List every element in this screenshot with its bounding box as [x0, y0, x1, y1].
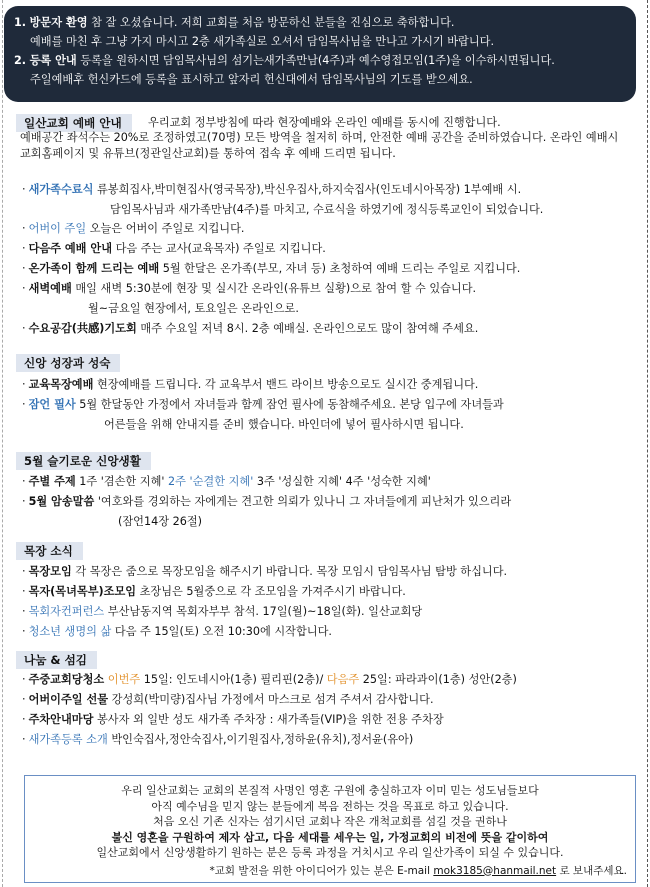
next-week-label: 다음주	[326, 673, 360, 686]
item-text: 부산남동지역 목회자부부 참석. 17일(월)~18일(화). 일산교회당	[107, 605, 423, 618]
list-item: · 새가족등록 소개 박인숙집사,정안숙집사,이기원집사,정하윤(유치),정서윤(유아)	[22, 733, 414, 746]
list-item: · 새벽예배 매일 새벽 5:30분에 현장 및 실시간 온라인(유튜브 실황)으로 참여 할 수 있습니다.	[22, 282, 477, 295]
list-item: · 잠언 필사 5월 한달동안 가정에서 자녀들과 함께 잠언 필사에 동참해주세요. 본당 입구에 자녀들과	[22, 398, 504, 411]
item-text: 박인숙집사,정안숙집사,이기원집사,정하윤(유치),정서윤(유아)	[111, 733, 414, 746]
item-text: 담임목사님과 새가족만남(4주)를 마치고, 수료식을 하였기에 정식등록교인이 되었습니다.	[110, 203, 544, 216]
notice-num-2: 2.	[14, 54, 27, 67]
section-title-sharing: 나눔 & 섬김	[16, 651, 97, 669]
next-week-text: 25일: 파라과이(1층) 성안(2층)	[362, 673, 517, 686]
verse-reference: (잠언14장 26절)	[118, 515, 202, 528]
item-text: 5월 한달은 온가족(부모, 자녀 등) 초청하여 예배 드리는 주일로 지킵니다.	[162, 262, 521, 275]
item-text: 강성희(박미량)집사님 가정에서 마스크로 섬겨 주셔서 감사합니다.	[111, 693, 434, 706]
list-item: · 어버이 주일 오늘은 어버이 주일로 지킵니다.	[22, 222, 245, 235]
list-item: · 청소년 생명의 삶 다음 주 15일(토) 오전 10:30에 시작합니다.	[22, 625, 332, 638]
notice-line-3	[14, 51, 626, 70]
theme-week-2: 2주 '순결한 지혜'	[168, 475, 254, 488]
item-label: 교육목장예배	[28, 378, 94, 391]
theme-week-4: 4주 '성숙한 지혜'	[345, 475, 431, 488]
page-frame-left	[2, 0, 3, 887]
item-text: 다음 주는 교사(교육목자) 주일로 지킵니다.	[115, 242, 326, 255]
idea-email-note	[25, 864, 635, 880]
list-item	[104, 415, 650, 435]
list-item: · 새가족수료식 류봉희집사,박미현집사(영국목장),박신우집사,하지숙집사(인도네시아목장) 1부예배 시.	[22, 183, 522, 196]
section-title-cell-news: 목장 소식	[16, 542, 83, 560]
note-prefix: *교회 발전을 위한 아이디어가 있는 분은 E-mail	[209, 864, 430, 877]
mission-line-3: 처음 오신 기존 신자는 섬기시던 교회나 작은 개척교회를 섬길 것을 권하나	[153, 815, 507, 828]
worship-info-paragraph: 예배공간 좌석수는 20%로 조정하였고(70명) 모든 방역을 철저히 하며, 안전한 예배 공간을 준비하였습니다. 온라인 예배시 교회홈페이지 및 유튜브(정관일산교회)를 통하여 접속 후 예배 드리면 됩니다.	[20, 131, 619, 160]
item-label: 온가족이 함께 드리는 예배	[28, 262, 160, 275]
item-text: 오늘은 어버이 주일로 지킵니다.	[89, 222, 245, 235]
item-text: 어른들을 위해 안내지를 준비 했습니다. 바인더에 넣어 필사하시면 됩니다.	[104, 418, 464, 431]
cleaning-label: 주중교회당청소	[28, 673, 105, 686]
item-label: 주차안내마당	[28, 713, 94, 726]
item-label: 다음주 예배 안내	[28, 242, 113, 255]
item-text: 매주 수요일 저녁 8시. 2층 예배실. 온라인으로도 많이 참여해 주세요.	[140, 322, 479, 335]
notice-line-4: 주일예배후 헌신카드에 등록을 표시하고 앞자리 헌신대에서 담임목사님의 기도를 받으세요.	[30, 73, 473, 86]
item-label: 수요공감(共感)기도회	[28, 322, 137, 335]
verse-text: '여호와를 경외하는 자에게는 견고한 의뢰가 있나니 그 자녀들에게 피난처가 있으리라	[97, 495, 512, 508]
notice-register-text: 등록을 원하시면 담임목사님의 섬기는새가족만남(4주)과 예수영접모임(1주)을 이수하시면됩니다.	[80, 54, 555, 67]
mission-line-4: 불신 영혼을 구원하여 제자 삼고, 다음 세대를 세우는 일, 가정교회의 비전에 뜻을 같이하여	[111, 830, 549, 844]
list-item	[110, 200, 650, 220]
item-label: 목자(목녀목부)조모임	[28, 585, 137, 598]
item-text: 월~금요일 현장에서, 토요일은 온라인으로.	[88, 302, 299, 315]
item-label: 잠언 필사	[28, 398, 76, 411]
item-label: 목회자컨퍼런스	[28, 605, 105, 618]
item-label: 새가족등록 소개	[28, 733, 108, 746]
weekly-theme-row: · 주별 주제 1주 '겸손한 지혜' 2주 '순결한 지혜' 3주 '성실한 지혜' 4주 '성숙한 지혜'	[22, 475, 431, 488]
notice-welcome-label: 방문자 환영	[29, 16, 88, 29]
verse-label: 5월 암송말씀	[28, 495, 95, 508]
notice-register-label: 등록 안내	[29, 54, 77, 67]
note-suffix: 로 보내주세요.	[559, 864, 627, 877]
this-week-text: 15일: 인도네시아(1층) 필리핀(2층)/	[143, 673, 324, 686]
notice-num-1: 1.	[14, 16, 27, 29]
item-label: 청소년 생명의 삶	[28, 625, 112, 638]
item-text: 다음 주 15일(토) 오전 10:30에 시작합니다.	[114, 625, 332, 638]
theme-week-1: 1주 '겸손한 지혜'	[79, 475, 165, 488]
item-label: 어버이주일 선물	[28, 693, 109, 706]
page-frame-right	[647, 0, 648, 887]
item-label: 새가족수료식	[28, 183, 94, 196]
item-text: 5월 한달동안 가정에서 자녀들과 함께 잠언 필사에 동참해주세요. 본당 입구에 자녀들과	[79, 398, 504, 411]
mission-line-1: 우리 일산교회는 교회의 본질적 사명인 영혼 구원에 충실하고자 이미 믿는 성도님들보다	[121, 784, 539, 797]
item-text: 각 목장은 줌으로 목장모임을 해주시기 바랍니다. 목장 모임시 담임목사님 탐방 하십니다.	[75, 565, 508, 578]
notice-box	[4, 6, 636, 102]
worship-intro-text: 우리교회 정부방침에 따라 현장예배와 온라인 예배를 동시에 진행합니다.	[148, 116, 501, 129]
notice-welcome-text: 참 잘 오셨습니다. 저희 교회를 처음 방문하신 분들을 진심으로 축하합니다.	[91, 16, 455, 29]
theme-label: 주별 주제	[28, 475, 76, 488]
list-item: · 주차안내마당 봉사자 외 일반 성도 새가족 주차장 : 새가족들(VIP)을 위한 전용 주차장	[22, 713, 444, 726]
list-item: · 교육목장예배 현장예배를 드립니다. 각 교육부서 밴드 라이브 방송으로도 실시간 중계됩니다.	[22, 378, 479, 391]
item-label: 목장모임	[28, 565, 72, 578]
theme-week-3: 3주 '성실한 지혜'	[256, 475, 343, 488]
item-text: 매일 새벽 5:30분에 현장 및 실시간 온라인(유튜브 실황)으로 참여 할 수 있습니다.	[75, 282, 477, 295]
item-text: 봉사자 외 일반 성도 새가족 주차장 : 새가족들(VIP)을 위한 전용 주차장	[96, 713, 444, 726]
notice-line-1	[14, 13, 626, 32]
mission-line-2: 아직 예수님을 믿지 않는 분들에게 복음 전하는 것을 목표로 하고 있습니다.	[151, 799, 509, 813]
item-text: 현장예배를 드립니다. 각 교육부서 밴드 라이브 방송으로도 실시간 중계됩니다.	[96, 378, 479, 391]
section-title-may-wisdom: 5월 슬기로운 신앙생활	[16, 452, 151, 470]
item-label: 어버이 주일	[28, 222, 87, 235]
section-title-growth: 신앙 성장과 성숙	[16, 354, 120, 372]
item-text: 초장님은 5월중으로 각 조모임을 가져주시기 바랍니다.	[139, 585, 406, 598]
list-item: · 온가족이 함께 드리는 예배 5월 한달은 온가족(부모, 자녀 등) 초청하여 예배 드리는 주일로 지킵니다.	[22, 262, 521, 275]
list-item	[88, 299, 650, 319]
notice-line-2: 예배를 마친 후 그냥 가지 마시고 2층 새가족실로 오셔서 담임목사님을 만나고 가시기 바랍니다.	[30, 35, 495, 48]
list-item: · 목자(목녀목부)조모임 초장님은 5월중으로 각 조모임을 가져주시기 바랍니다.	[22, 585, 406, 598]
item-text: 류봉희집사,박미현집사(영국목장),박신우집사,하지숙집사(인도네시아목장) 1부예배 시.	[96, 183, 522, 196]
contact-email-link[interactable]: mok3185@hanmail.net	[433, 864, 557, 877]
cleaning-row: · 주중교회당청소 이번주 15일: 인도네시아(1층) 필리핀(2층)/ 다음주 25일: 파라과이(1층) 성안(2층)	[22, 673, 517, 686]
this-week-label: 이번주	[107, 673, 141, 686]
list-item: · 목장모임 각 목장은 줌으로 목장모임을 해주시기 바랍니다. 목장 모임시 담임목사님 탐방 하십니다.	[22, 565, 508, 578]
section-title-worship: 일산교회 예배 안내	[16, 114, 132, 132]
list-item: · 어버이주일 선물 강성희(박미량)집사님 가정에서 마스크로 섬겨 주셔서 감사합니다.	[22, 693, 434, 706]
item-label: 새벽예배	[28, 282, 72, 295]
mission-line-5: 일산교회에서 신앙생활하기 원하는 분은 등록 과정을 거치시고 우리 일산가족이 되실 수 있습니다.	[96, 846, 564, 859]
list-item: · 수요공감(共感)기도회 매주 수요일 저녁 8시. 2층 예배실. 온라인으로도 많이 참여해 주세요.	[22, 322, 479, 335]
list-item: · 다음주 예배 안내 다음 주는 교사(교육목자) 주일로 지킵니다.	[22, 242, 326, 255]
mission-statement-box	[24, 775, 636, 883]
list-item: · 목회자컨퍼런스 부산남동지역 목회자부부 참석. 17일(월)~18일(화). 일산교회당	[22, 605, 423, 618]
memory-verse-row: · 5월 암송말씀 '여호와를 경외하는 자에게는 견고한 의뢰가 있나니 그 자녀들에게 피난처가 있으리라	[22, 495, 512, 508]
